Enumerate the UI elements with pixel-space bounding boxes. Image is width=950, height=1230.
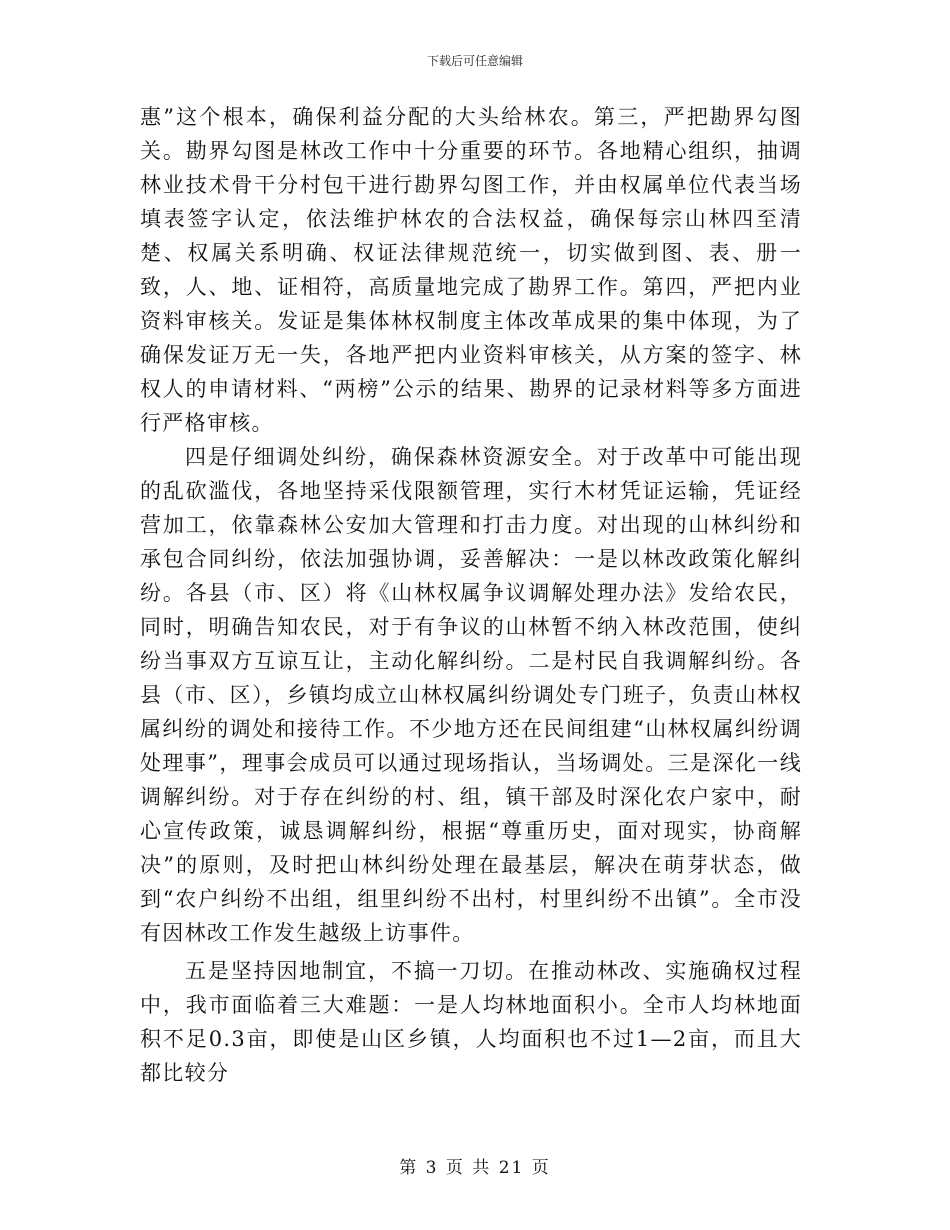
page-footer: 第 3 页 共 21 页 bbox=[399, 1158, 551, 1178]
document-body bbox=[140, 100, 802, 1090]
page-header: 下载后可任意编辑 bbox=[426, 54, 523, 68]
paragraph-3: 五是坚持因地制宜，不搞一刀切。在推动林改、实施确权过程中，我市面临着三大难题：一是人均林地面积小。全市人均林地面积不足0.3亩，即使是山区乡镇，人均面积也不过1—2亩，而且大都比较分 bbox=[140, 959, 802, 1085]
paragraph-1: 惠”这个根本，确保利益分配的大头给林农。第三，严把勘界勾图关。勘界勾图是林改工作中十分重要的环节。各地精心组织，抽调林业技术骨干分村包干进行勘界勾图工作，并由权属单位代表当场填表签字认定，依法维护林农的合法权益，确保每宗山林四至清楚、权属关系明确、权证法律规范统一，切实做到图、表、册一致，人、地、证相符，高质量地完成了勘界工作。第四，严把内业资料审核关。发证是集体林权制度主体改革成果的集中体现，为了确保发证万无一失，各地严把内业资料审核关，从方案的签字、林权人的申请材料、“两榜”公示的结果、勘界的记录材料等多方面进行严格审核。 bbox=[140, 105, 802, 435]
paragraph-2: 四是仔细调处纠纷，确保森林资源安全。对于改革中可能出现的乱砍滥伐，各地坚持采伐限额管理，实行木材凭证运输，凭证经营加工，依靠森林公安加大管理和打击力度。对出现的山林纠纷和承包合同纠纷，依法加强协调，妥善解决：一是以林改政策化解纠纷。各县（市、区）将《山林权属争议调解处理办法》发给农民，同时，明确告知农民，对于有争议的山林暂不纳入林改范围，使纠纷当事双方互谅互让，主动化解纠纷。二是村民自我调解纠纷。各县（市、区），乡镇均成立山林权属纠纷调处专门班子，负责山林权属纠纷的调处和接待工作。不少地方还在民间组建“山林权属纠纷调处理事”，理事会成员可以通过现场指认，当场调处。三是深化一线调解纠纷。对于存在纠纷的村、组，镇干部及时深化农户家中，耐心宣传政策，诚恳调解纠纷，根据“尊重历史，面对现实，协商解决”的原则，及时把山林纠纷处理在最基层，解决在萌芽状态，做到“农户纠纷不出组，组里纠纷不出村，村里纠纷不出镇”。全市没有因林改工作发生越级上访事件。 bbox=[140, 445, 802, 945]
